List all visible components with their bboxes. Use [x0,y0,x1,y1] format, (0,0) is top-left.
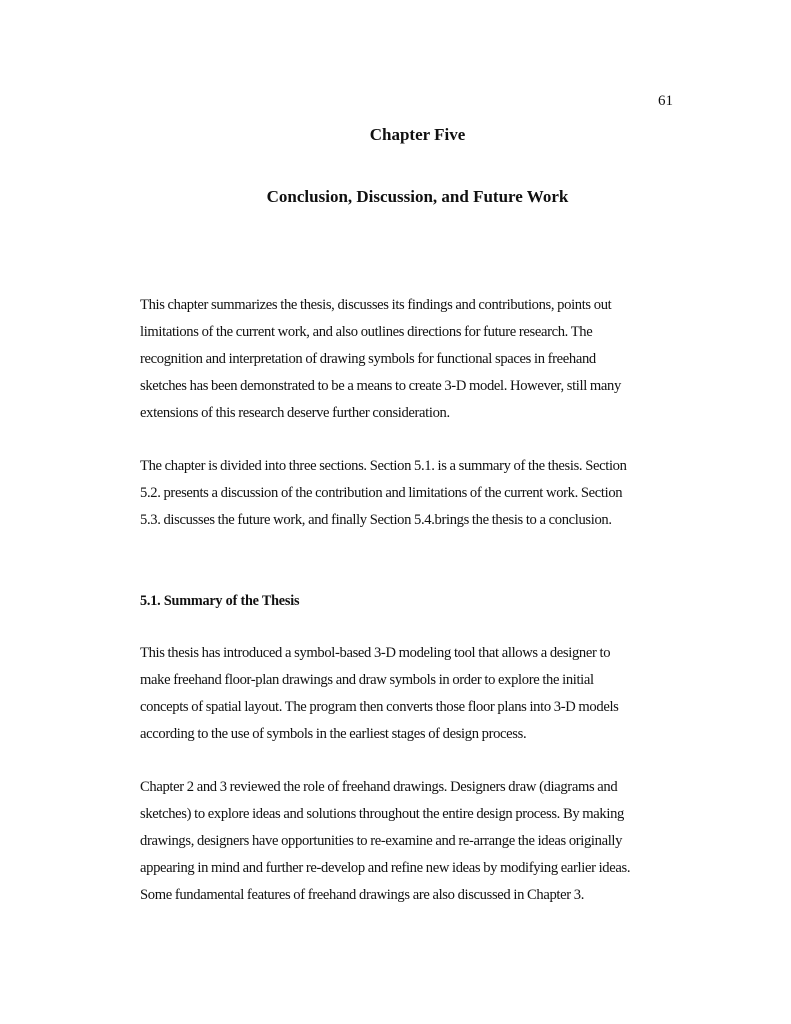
text-line: 5.3. discusses the future work, and finally Section 5.4.brings the thesis to a conclusion. [140,512,612,528]
section-heading: 5.1. Summary of the Thesis [140,593,300,609]
text-line: Chapter 2 and 3 reviewed the role of freehand drawings. Designers draw (diagrams and [140,779,618,795]
text-line: sketches) to explore ideas and solutions throughout the entire design process. By making [140,806,624,822]
chapter-label: Chapter Five [369,125,466,144]
text-line: extensions of this research deserve further consideration. [140,405,450,421]
text-line: drawings, designers have opportunities to re-examine and re-arrange the ideas originally [140,833,623,849]
text-line: The chapter is divided into three sections. Section 5.1. is a summary of the thesis. Section [140,458,627,474]
chapter-title: Conclusion, Discussion, and Future Work [266,187,569,206]
text-line: sketches has been demonstrated to be a means to create 3-D model. However, still many [140,378,621,394]
text-line: 5.2. presents a discussion of the contribution and limitations of the current work. Section [140,485,623,501]
text-line: concepts of spatial layout. The program then converts those floor plans into 3-D models [140,699,619,715]
text-line: make freehand floor-plan drawings and draw symbols in order to explore the initial [140,672,594,688]
page-number: 61 [658,93,673,109]
text-line: limitations of the current work, and also outlines directions for future research. The [140,324,593,340]
chapter-outline-paragraph [140,453,680,534]
text-line: This thesis has introduced a symbol-based 3-D modeling tool that allows a designer to [140,645,611,661]
text-line: recognition and interpretation of drawing symbols for functional spaces in freehand [140,351,596,367]
summary-paragraph [140,640,680,748]
text-line: Some fundamental features of freehand drawings are also discussed in Chapter 3. [140,887,585,903]
review-paragraph [140,774,680,909]
text-line: appearing in mind and further re-develop and refine new ideas by modifying earlier ideas. [140,860,631,876]
text-line: according to the use of symbols in the earliest stages of design process. [140,726,527,742]
intro-paragraph [140,292,680,427]
text-line: This chapter summarizes the thesis, discusses its findings and contributions, points out [140,297,612,313]
